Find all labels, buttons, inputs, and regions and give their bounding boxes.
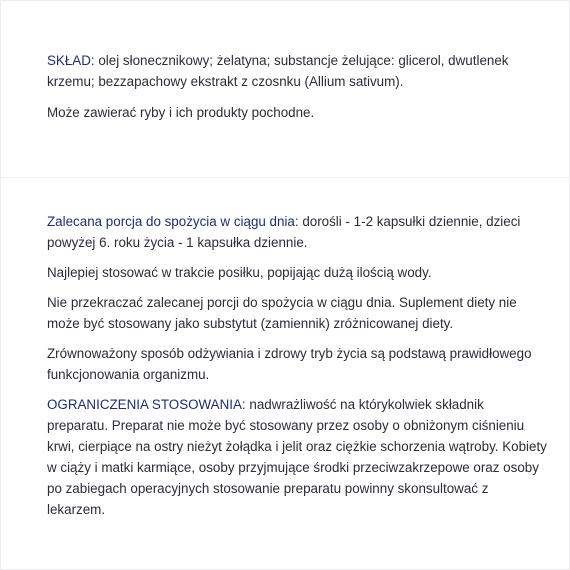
dose-warning: Nie przekraczać zalecanej porcji do spożycia w ciągu dnia. Suplement diety nie może być stosowany jako substytut (zamiennik) zróżnicowanej diety. (47, 295, 517, 331)
dose-paragraph (47, 211, 547, 253)
usage-section (47, 211, 547, 529)
ingredients-text: olej słonecznikowy; żelatyna; substancje żelujące: glicerol, dwutlenek krzemu; bezzapachowy ekstrakt z czosnku (Allium sativum). (47, 53, 509, 89)
diet-note: Zrównoważony sposób odżywiania i zdrowy tryb życia są podstawą prawidłowego funkcjonowania organizmu. (47, 346, 532, 382)
restrictions-label: OGRANICZENIA STOSOWANIA: (47, 397, 246, 412)
ingredients-paragraph (47, 50, 547, 92)
dose-text: dorośli - 1-2 kapsułki dziennie, dzieci powyżej 6. roku życia - 1 kapsułka dziennie. (47, 214, 521, 250)
dose-label: Zalecana porcja do spożycia w ciągu dnia: (47, 214, 299, 229)
allergen-note: Może zawierać ryby i ich produkty pochodne. (47, 105, 315, 120)
with-meal-note: Najlepiej stosować w trakcie posiłku, popijając dużą ilością wody. (47, 265, 432, 280)
restrictions-paragraph (47, 394, 547, 520)
composition-section (47, 50, 547, 132)
restrictions-text: nadwrażliwość na którykolwiek składnik preparatu. Preparat nie może być stosowany przez osoby o obniżonym ciśnieniu krwi, cierpiące na ostry nieżyt żołądka i jelit oraz ciężkie schorzenia wątroby. Kobiety w ciąży i matki karmiące, osoby przyjmujące środki przeciwzakrzepowe oraz osoby po zabiegach operacyjnych stosowanie preparatu powinny skonsultować z lekarzem. (47, 397, 547, 517)
composition-label: SKŁAD: (47, 53, 95, 68)
section-divider (1, 177, 569, 178)
